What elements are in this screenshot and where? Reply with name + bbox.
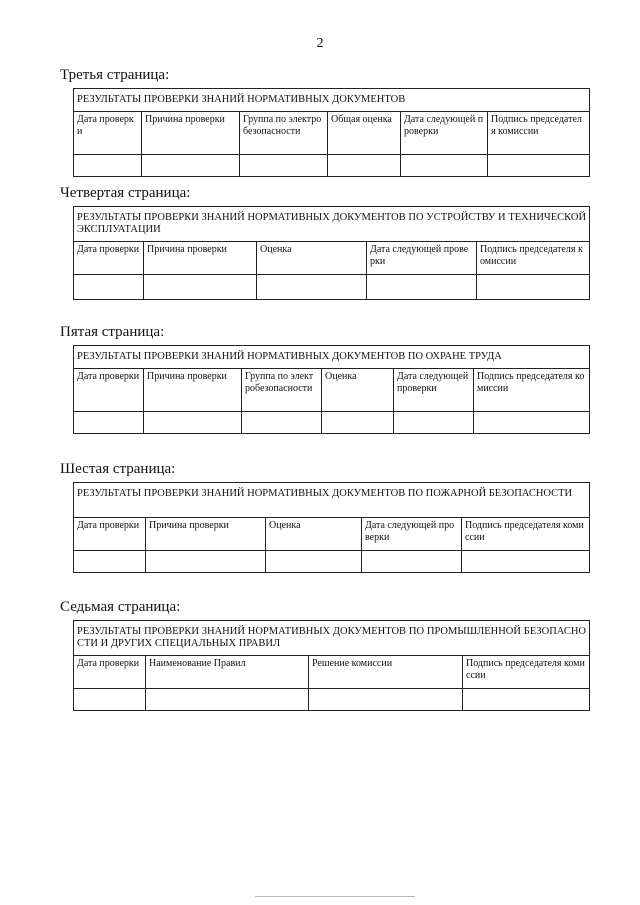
table-caption: РЕЗУЛЬТАТЫ ПРОВЕРКИ ЗНАНИЙ НОРМАТИВНЫХ ДОКУМЕНТОВ ПО УСТРОЙСТВУ И ТЕХНИЧЕСКОЙ ЭКСПЛУАТАЦИИ — [74, 207, 590, 242]
column-header: Дата следующей проверки — [394, 369, 474, 412]
section-title: Седьмая страница: — [60, 599, 181, 615]
section-title: Третья страница: — [60, 67, 170, 83]
column-header: Общая оценка — [328, 112, 401, 155]
column-header: Наименование Правил — [146, 656, 309, 689]
column-header: Подпись председателя комиссии — [474, 369, 590, 412]
blank-cell — [322, 412, 394, 434]
blank-cell — [328, 155, 401, 177]
blank-cell — [74, 155, 142, 177]
blank-cell — [257, 275, 367, 300]
column-header: Оценка — [266, 518, 362, 551]
column-header: Дата проверки — [74, 518, 146, 551]
column-header: Оценка — [322, 369, 394, 412]
blank-cell — [367, 275, 477, 300]
column-header: Дата следующей проверки — [362, 518, 462, 551]
blank-cell — [74, 551, 146, 573]
section-title: Шестая страница: — [60, 461, 176, 477]
blank-cell — [242, 412, 322, 434]
blank-cell — [146, 689, 309, 711]
column-header: Группа по электробезопасности — [240, 112, 328, 155]
section-fifth-page — [60, 323, 590, 434]
blank-cell — [488, 155, 590, 177]
column-header: Дата проверки — [74, 656, 146, 689]
section-sixth-page — [60, 460, 590, 573]
blank-cell — [394, 412, 474, 434]
blank-cell — [362, 551, 462, 573]
blank-cell — [462, 551, 590, 573]
column-header: Дата следующей проверки — [367, 242, 477, 275]
column-header: Подпись председателя комиссии — [488, 112, 590, 155]
results-table — [73, 345, 590, 434]
column-header: Группа по электробезопасности — [242, 369, 322, 412]
results-table — [73, 88, 590, 177]
column-header: Дата проверки — [74, 242, 144, 275]
blank-cell — [309, 689, 463, 711]
column-header: Дата проверки — [74, 369, 144, 412]
column-header: Дата следующей проверки — [401, 112, 488, 155]
table-caption: РЕЗУЛЬТАТЫ ПРОВЕРКИ ЗНАНИЙ НОРМАТИВНЫХ ДОКУМЕНТОВ — [74, 89, 590, 112]
blank-cell — [74, 275, 144, 300]
results-table — [73, 482, 590, 573]
results-table — [73, 620, 590, 711]
column-header: Причина проверки — [142, 112, 240, 155]
section-title: Четвертая страница: — [60, 185, 191, 201]
section-seventh-page — [60, 598, 590, 711]
section-title: Пятая страница: — [60, 324, 165, 340]
column-header: Подпись председателя комиссии — [462, 518, 590, 551]
page-number: 2 — [316, 36, 324, 51]
scan-edge-mark — [255, 896, 415, 897]
column-header: Решение комиссии — [309, 656, 463, 689]
blank-cell — [240, 155, 328, 177]
blank-cell — [474, 412, 590, 434]
blank-cell — [146, 551, 266, 573]
blank-cell — [401, 155, 488, 177]
section-fourth-page — [60, 184, 590, 300]
table-caption: РЕЗУЛЬТАТЫ ПРОВЕРКИ ЗНАНИЙ НОРМАТИВНЫХ ДОКУМЕНТОВ ПО ПОЖАРНОЙ БЕЗОПАСНОСТИ — [74, 483, 590, 518]
column-header: Подпись председателя комиссии — [477, 242, 590, 275]
table-caption: РЕЗУЛЬТАТЫ ПРОВЕРКИ ЗНАНИЙ НОРМАТИВНЫХ ДОКУМЕНТОВ ПО ОХРАНЕ ТРУДА — [74, 346, 590, 369]
blank-cell — [477, 275, 590, 300]
blank-cell — [74, 689, 146, 711]
blank-cell — [463, 689, 590, 711]
section-third-page — [60, 66, 590, 177]
column-header: Оценка — [257, 242, 367, 275]
table-caption: РЕЗУЛЬТАТЫ ПРОВЕРКИ ЗНАНИЙ НОРМАТИВНЫХ ДОКУМЕНТОВ ПО ПРОМЫШЛЕННОЙ БЕЗОПАСНОСТИ И ДРУГИХ СПЕЦИАЛЬНЫХ ПРАВИЛ — [74, 621, 590, 656]
blank-cell — [144, 275, 257, 300]
column-header: Причина проверки — [146, 518, 266, 551]
blank-cell — [142, 155, 240, 177]
results-table — [73, 206, 590, 300]
column-header: Подпись председателя комиссии — [463, 656, 590, 689]
column-header: Дата проверки — [74, 112, 142, 155]
blank-cell — [74, 412, 144, 434]
blank-cell — [266, 551, 362, 573]
blank-cell — [144, 412, 242, 434]
column-header: Причина проверки — [144, 242, 257, 275]
column-header: Причина проверки — [144, 369, 242, 412]
